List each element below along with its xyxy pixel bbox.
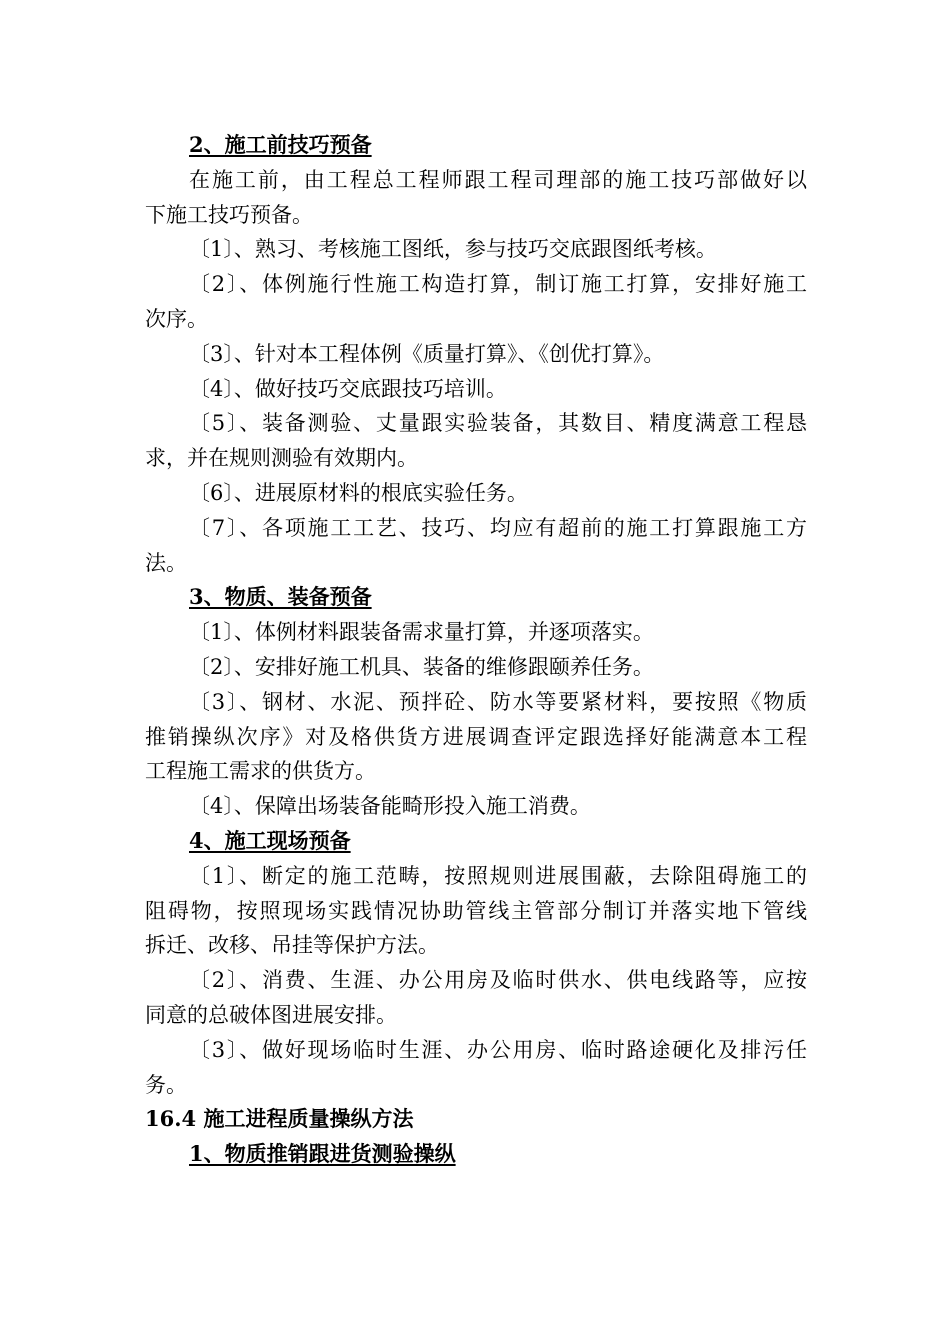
subsection-heading: 4、施工现场预备 — [189, 827, 351, 853]
paragraph-line: 〔2〕、安排好施工机具、装备的维修跟颐养任务。 — [189, 654, 654, 679]
paragraph-line: 推销操纵次序》对及格供货方进展调查评定跟选择好能满意本工程 — [145, 724, 807, 749]
paragraph-line: 务。 — [145, 1072, 187, 1097]
paragraph-line: 求，并在规则测验有效期内。 — [145, 446, 418, 471]
paragraph-line: 阻碍物，按照现场实践情况协助管线主管部分制订并落实地下管线 — [145, 898, 807, 923]
document-body — [145, 128, 807, 1172]
paragraph-line: 〔7〕、各项施工工艺、技巧、均应有超前的施工打算跟施工方 — [189, 515, 807, 540]
paragraph-line: 〔3〕、钢材、水泥、预拌砼、防水等要紧材料，要按照《物质 — [189, 689, 807, 714]
paragraph-line: 同意的总破体图进展安排。 — [145, 1002, 397, 1027]
paragraph-line: 〔6〕、进展原材料的根底实验任务。 — [189, 480, 528, 505]
paragraph-line: 〔1〕、体例材料跟装备需求量打算，并逐项落实。 — [189, 620, 654, 645]
paragraph-line: 〔5〕、装备测验、丈量跟实验装备，其数目、精度满意工程恳 — [189, 411, 807, 436]
paragraph-line: 法。 — [145, 550, 187, 575]
section-heading: 16.4 施工进程质量操纵方法 — [145, 1106, 414, 1132]
subsection-heading: 1、物质推销跟进货测验操纵 — [189, 1141, 456, 1167]
paragraph-line: 〔2〕、体例施行性施工构造打算，制订施工打算，安排好施工 — [189, 272, 807, 297]
paragraph-line: 〔3〕、做好现场临时生涯、办公用房、临时路途硬化及排污任 — [189, 1037, 807, 1062]
subsection-heading: 3、物质、装备预备 — [189, 584, 372, 610]
paragraph-line: 〔4〕、做好技巧交底跟技巧培训。 — [189, 376, 507, 401]
paragraph-line: 工程施工需求的供货方。 — [145, 759, 376, 784]
paragraph-line: 在施工前，由工程总工程师跟工程司理部的施工技巧部做好以 — [189, 167, 807, 192]
paragraph-line: 〔1〕、断定的施工范畴，按照规则进展围蔽，去除阻碍施工的 — [189, 863, 807, 888]
paragraph-line: 〔3〕、针对本工程体例《质量打算》、《创优打算》。 — [189, 341, 665, 366]
paragraph-line: 〔2〕、消费、生涯、办公用房及临时供水、供电线路等，应按 — [189, 968, 807, 993]
paragraph-line: 〔1〕、熟习、考核施工图纸，参与技巧交底跟图纸考核。 — [189, 237, 717, 262]
paragraph-line: 〔4〕、保障出场装备能畸形投入施工消费。 — [189, 794, 591, 819]
subsection-heading: 2、施工前技巧预备 — [189, 132, 372, 157]
paragraph-line: 下施工技巧预备。 — [145, 202, 313, 227]
paragraph-line: 拆迁、改移、吊挂等保护方法。 — [145, 933, 439, 958]
paragraph-line: 次序。 — [145, 306, 208, 331]
